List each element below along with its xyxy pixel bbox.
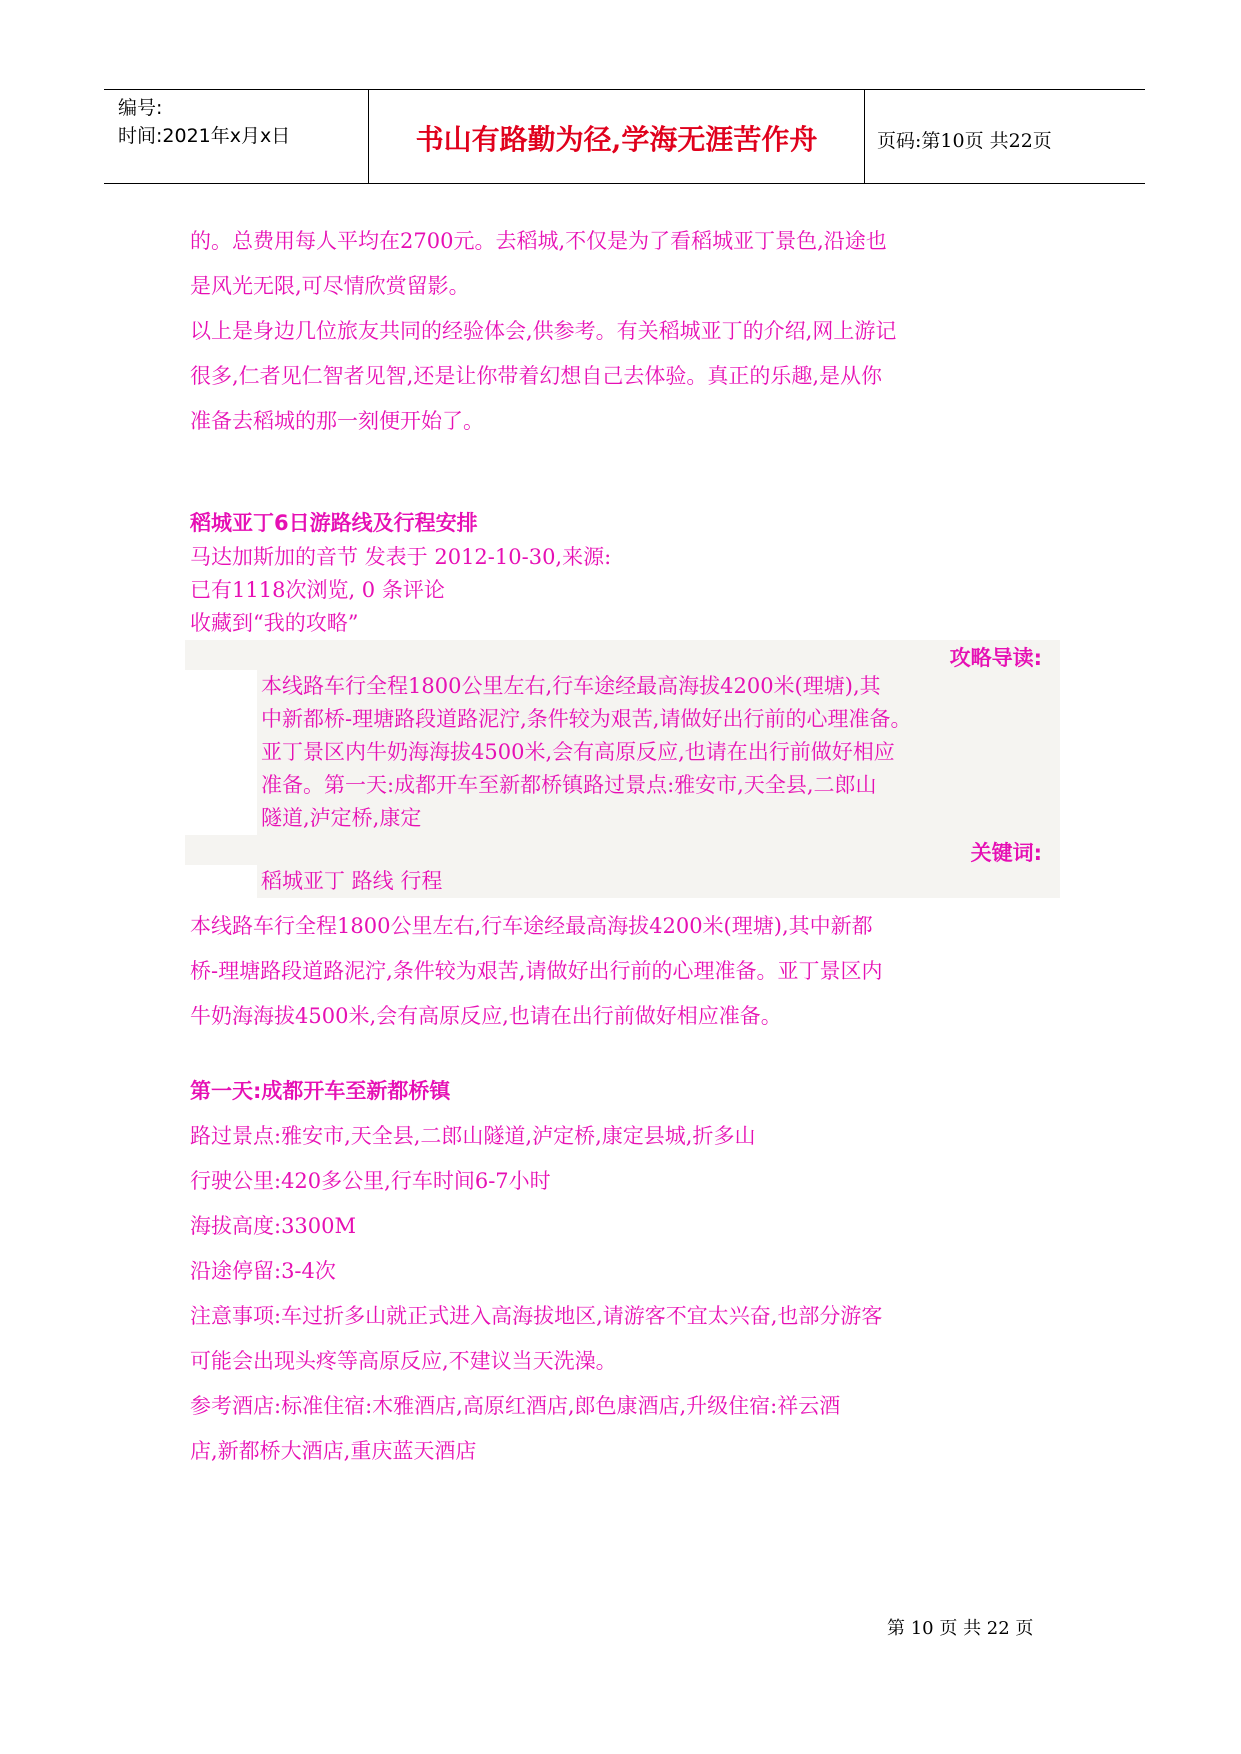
guide-text [257, 670, 1060, 835]
day1-line: 可能会出现头疼等高原反应,不建议当天洗澡。 [190, 1349, 617, 1373]
header-info-cell [104, 90, 369, 183]
body-line: 准备去稻城的那一刻便开始了。 [190, 409, 484, 433]
body-line: 的。总费用每人平均在2700元。去稻城,不仅是为了看稻城亚丁景色,沿途也 [190, 229, 887, 253]
article-meta-views: 已有1118次浏览, 0 条评论 [190, 578, 445, 602]
day1-line: 路过景点:雅安市,天全县,二郎山隧道,泸定桥,康定县城,折多山 [190, 1124, 756, 1148]
summary-block [190, 904, 1070, 1039]
day1-line: 注意事项:车过折多山就正式进入高海拔地区,请游客不宜太兴奋,也部分游客 [190, 1304, 883, 1328]
guide-line: 隧道,泸定桥,康定 [261, 806, 422, 830]
guide-line: 亚丁景区内牛奶海海拔4500米,会有高原反应,也请在出行前做好相应 [261, 740, 895, 764]
document-time-label: 时间:2021年x月x日 [118, 125, 291, 147]
header-page-cell [865, 90, 1145, 183]
keyword-label: 关键词: [970, 841, 1042, 865]
guide-line: 中新都桥-理塘路段道路泥泞,条件较为艰苦,请做好出行前的心理准备。 [261, 707, 912, 731]
spacer [190, 444, 1070, 489]
header-page-number: 页码:第10页 共22页 [877, 130, 1052, 152]
header-motto: 书山有路勤为径,学海无涯苦作舟 [415, 123, 818, 156]
body-line: 以上是身边几位旅友共同的经验体会,供参考。有关稻城亚丁的介绍,网上游记 [190, 319, 897, 343]
guide-box [185, 640, 1060, 898]
guide-label: 攻略导读: [949, 646, 1042, 670]
guide-line: 本线路车行全程1800公里左右,行车途经最高海拔4200米(理塘),其 [261, 674, 881, 698]
page-footer: 第 10 页 共 22 页 [887, 1618, 1034, 1639]
article-meta-author: 马达加斯加的音节 发表于 2012-10-30,来源: [190, 545, 612, 569]
favorite-link[interactable]: 收藏到“我的攻略” [190, 611, 359, 635]
body-line: 是风光无限,可尽情欣赏留影。 [190, 274, 470, 298]
body-line: 很多,仁者见仁智者见智,还是让你带着幻想自己去体验。真正的乐趣,是从你 [190, 364, 883, 388]
keywords: 稻城亚丁 路线 行程 [261, 869, 443, 893]
document-number-label: 编号: [118, 97, 163, 119]
page-header [104, 89, 1145, 184]
keyword-header [185, 835, 1060, 865]
day1-line: 参考酒店:标准住宿:木雅酒店,高原红酒店,郎色康酒店,升级住宿:祥云酒 [190, 1394, 841, 1418]
document-body [190, 219, 1070, 1474]
guide-header [185, 640, 1060, 670]
spacer [190, 489, 1070, 505]
header-motto-cell [369, 90, 865, 183]
keyword-list [257, 865, 1060, 898]
day1-line: 行驶公里:420多公里,行车时间6-7小时 [190, 1169, 551, 1193]
guide-line: 准备。第一天:成都开车至新都桥镇路过景点:雅安市,天全县,二郎山 [261, 773, 877, 797]
summary-line: 牛奶海海拔4500米,会有高原反应,也请在出行前做好相应准备。 [190, 1004, 782, 1028]
day1-line: 沿途停留:3-4次 [190, 1259, 336, 1283]
day1-title: 第一天:成都开车至新都桥镇 [190, 1079, 451, 1103]
summary-line: 本线路车行全程1800公里左右,行车途经最高海拔4200米(理塘),其中新都 [190, 914, 873, 938]
summary-line: 桥-理塘路段道路泥泞,条件较为艰苦,请做好出行前的心理准备。亚丁景区内 [190, 959, 883, 983]
day1-line: 海拔高度:3300M [190, 1214, 357, 1238]
day1-line: 店,新都桥大酒店,重庆蓝天酒店 [190, 1439, 477, 1463]
spacer [190, 1039, 1070, 1069]
article-title: 稻城亚丁6日游路线及行程安排 [190, 511, 478, 535]
